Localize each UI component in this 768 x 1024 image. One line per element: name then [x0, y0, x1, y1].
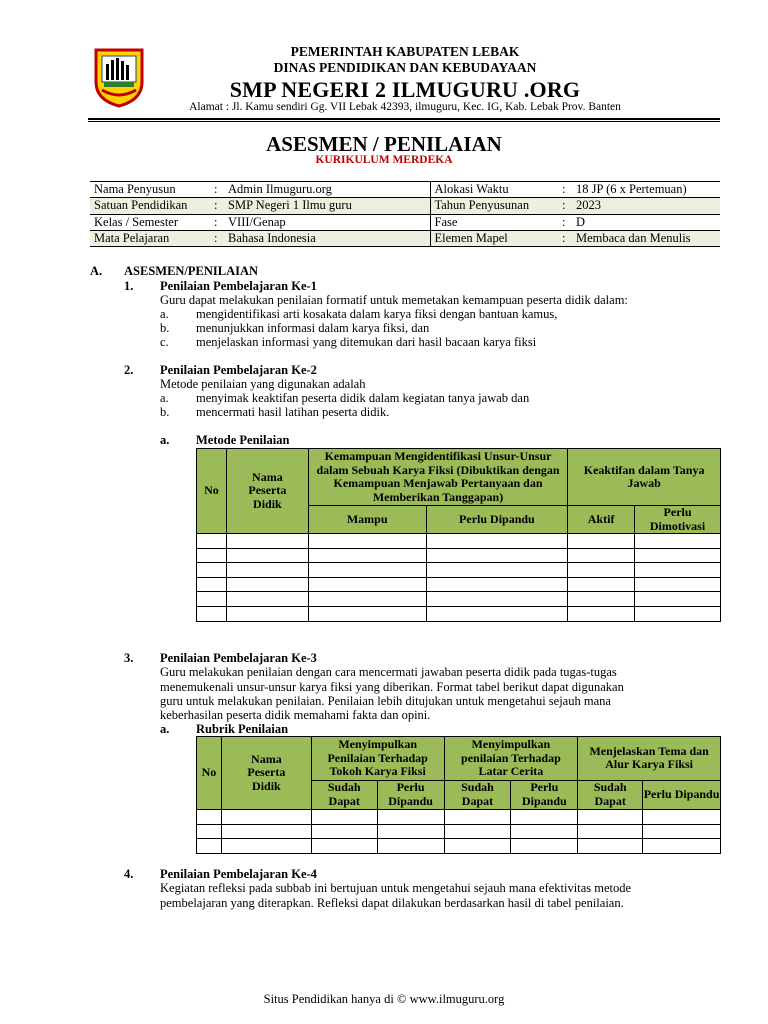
info-value: D [572, 214, 720, 230]
regency-crest-icon [92, 46, 146, 108]
info-row [90, 214, 720, 230]
info-sep: : [558, 214, 572, 230]
list-marker: a. [160, 307, 169, 321]
col-group-activeness: Keaktifan dalam Tanya Jawab [568, 449, 721, 506]
table-row [197, 810, 721, 825]
col-no: No [197, 737, 222, 810]
info-value: VIII/Genap [224, 214, 430, 230]
item-intro: Guru dapat melakukan penilaian formatif untuk memetakan kemampuan peserta didik dalam: [160, 293, 628, 307]
info-row [90, 198, 720, 214]
col-group-character: Menyimpulkan Penilaian Terhadap Tokoh Karya Fiksi [311, 737, 444, 781]
list-item: menunjukkan informasi dalam karya fiksi, dan [196, 321, 430, 335]
info-value: Membaca dan Menulis [572, 230, 720, 246]
info-value: SMP Negeri 1 Ilmu guru [224, 198, 430, 214]
col-mampu: Mampu [308, 506, 426, 534]
info-label: Alokasi Waktu [430, 182, 558, 198]
info-sep: : [558, 230, 572, 246]
info-sep: : [210, 230, 224, 246]
info-label: Mata Pelajaran [90, 230, 210, 246]
paragraph-line: Kegiatan refleksi pada subbab ini bertujuan untuk mengetahui sejauh mana efektivitas metode [160, 881, 632, 895]
table-row [197, 548, 721, 563]
section-number: A. [90, 264, 103, 278]
paragraph-line: guru untuk melakukan penilaian. Penilaian lebih ditujukan untuk mengetahui sejauh mana [160, 694, 611, 708]
info-value: Bahasa Indonesia [224, 230, 430, 246]
info-label: Elemen Mapel [430, 230, 558, 246]
subsection-title: Rubrik Penilaian [196, 722, 289, 736]
col-sudah-dapat: Sudah Dapat [311, 780, 377, 809]
info-row [90, 230, 720, 246]
info-sep: : [210, 182, 224, 198]
col-aktif: Aktif [568, 506, 635, 534]
assessment-method-table [196, 448, 721, 622]
col-perlu-dipandu: Perlu Dipandu [511, 780, 578, 809]
header-address: Alamat : Jl. Kamu sendiri Gg. VII Lebak 42393, ilmuguru, Kec. IG, Kab. Lebak Prov. Banten [189, 101, 621, 113]
info-value: Admin Ilmuguru.org [224, 182, 430, 198]
item-title: Penilaian Pembelajaran Ke-3 [160, 651, 317, 665]
subsection-marker: a. [160, 433, 170, 447]
paragraph-line: keberhasilan peserta didik memahami fakta dan opini. [160, 708, 431, 722]
col-no: No [197, 449, 227, 534]
list-item: mencermati hasil latihan peserta didik. [196, 405, 390, 419]
table-row [197, 563, 721, 578]
list-marker: b. [160, 405, 170, 419]
header-school-name: SMP NEGERI 2 ILMUGURU .ORG [229, 77, 581, 102]
info-label: Satuan Pendidikan [90, 198, 210, 214]
subsection-title: Metode Penilaian [196, 433, 290, 447]
info-label: Kelas / Semester [90, 214, 210, 230]
list-marker: b. [160, 321, 170, 335]
table-row [197, 592, 721, 607]
item-number: 1. [124, 279, 134, 293]
paragraph-line: menemukenali unsur-unsur karya fiksi yang diberikan. Format tabel berikut dapat digunakan [160, 680, 624, 694]
rubric-table [196, 736, 721, 854]
table-row [197, 839, 721, 854]
col-group-setting: Menyimpulkan penilaian Terhadap Latar Cerita [444, 737, 578, 781]
paragraph-line: Guru melakukan penilaian dengan cara mencermati jawaban peserta didik pada tugas-tugas [160, 665, 617, 679]
item-number: 3. [124, 651, 134, 665]
info-sep: : [558, 198, 572, 214]
col-perlu-dimotivasi: Perlu Dimotivasi [635, 506, 721, 534]
item-intro: Metode penilaian yang digunakan adalah [160, 377, 366, 391]
list-item: menyimak keaktifan peserta didik dalam kegiatan tanya jawab dan [196, 391, 530, 405]
item-number: 4. [124, 867, 134, 881]
page-footer: Situs Pendidikan hanya di © www.ilmuguru.org [263, 992, 505, 1006]
info-table [90, 181, 720, 247]
info-row [90, 182, 720, 198]
list-marker: a. [160, 391, 169, 405]
col-group-theme: Menjelaskan Tema dan Alur Karya Fiksi [578, 737, 721, 781]
table-row [197, 534, 721, 549]
info-value: 2023 [572, 198, 720, 214]
col-student-name: Nama Peserta Didik [226, 449, 308, 534]
item-number: 2. [124, 363, 134, 377]
col-student-name: Nama Peserta Didik [221, 737, 311, 810]
info-label: Tahun Penyusunan [430, 198, 558, 214]
item-title: Penilaian Pembelajaran Ke-2 [160, 363, 317, 377]
info-sep: : [210, 198, 224, 214]
list-marker: c. [160, 335, 169, 349]
item-title: Penilaian Pembelajaran Ke-1 [160, 279, 317, 293]
table-row [197, 577, 721, 592]
page-subtitle: KURIKULUM MERDEKA [315, 154, 453, 166]
item-title: Penilaian Pembelajaran Ke-4 [160, 867, 317, 881]
list-item: mengidentifikasi arti kosakata dalam karya fiksi dengan bantuan kamus, [196, 307, 558, 321]
header-department: DINAS PENDIDIKAN DAN KEBUDAYAAN [273, 60, 537, 75]
header-divider [88, 118, 720, 120]
paragraph-line: pembelajaran yang diterapkan. Refleksi dapat dilakukan berdasarkan hasil di tabel penilaian. [160, 896, 624, 910]
info-label: Fase [430, 214, 558, 230]
info-sep: : [210, 214, 224, 230]
list-item: menjelaskan informasi yang ditemukan dari hasil bacaan karya fiksi [196, 335, 537, 349]
info-label: Nama Penyusun [90, 182, 210, 198]
table-row [197, 606, 721, 621]
section-title: ASESMEN/PENILAIAN [124, 264, 259, 278]
table-row [197, 824, 721, 839]
info-sep: : [558, 182, 572, 198]
info-value: 18 JP (6 x Pertemuan) [572, 182, 720, 198]
col-perlu-dipandu: Perlu Dipandu [643, 780, 721, 809]
subsection-marker: a. [160, 722, 170, 736]
col-sudah-dapat: Sudah Dapat [578, 780, 643, 809]
col-sudah-dapat: Sudah Dapat [444, 780, 511, 809]
col-perlu-dipandu: Perlu Dipandu [377, 780, 444, 809]
header-divider-thin [88, 121, 720, 122]
page-title: ASESMEN / PENILAIAN [266, 132, 502, 156]
header-government: PEMERINTAH KABUPATEN LEBAK [290, 44, 520, 59]
col-group-identify: Kemampuan Mengidentifikasi Unsur-Unsur dalam Sebuah Karya Fiksi (Dibuktikan dengan Kemampuan Menjawab Pertanyaan dan Memberikan Tanggapan) [308, 449, 567, 506]
col-perlu-dipandu: Perlu Dipandu [426, 506, 568, 534]
